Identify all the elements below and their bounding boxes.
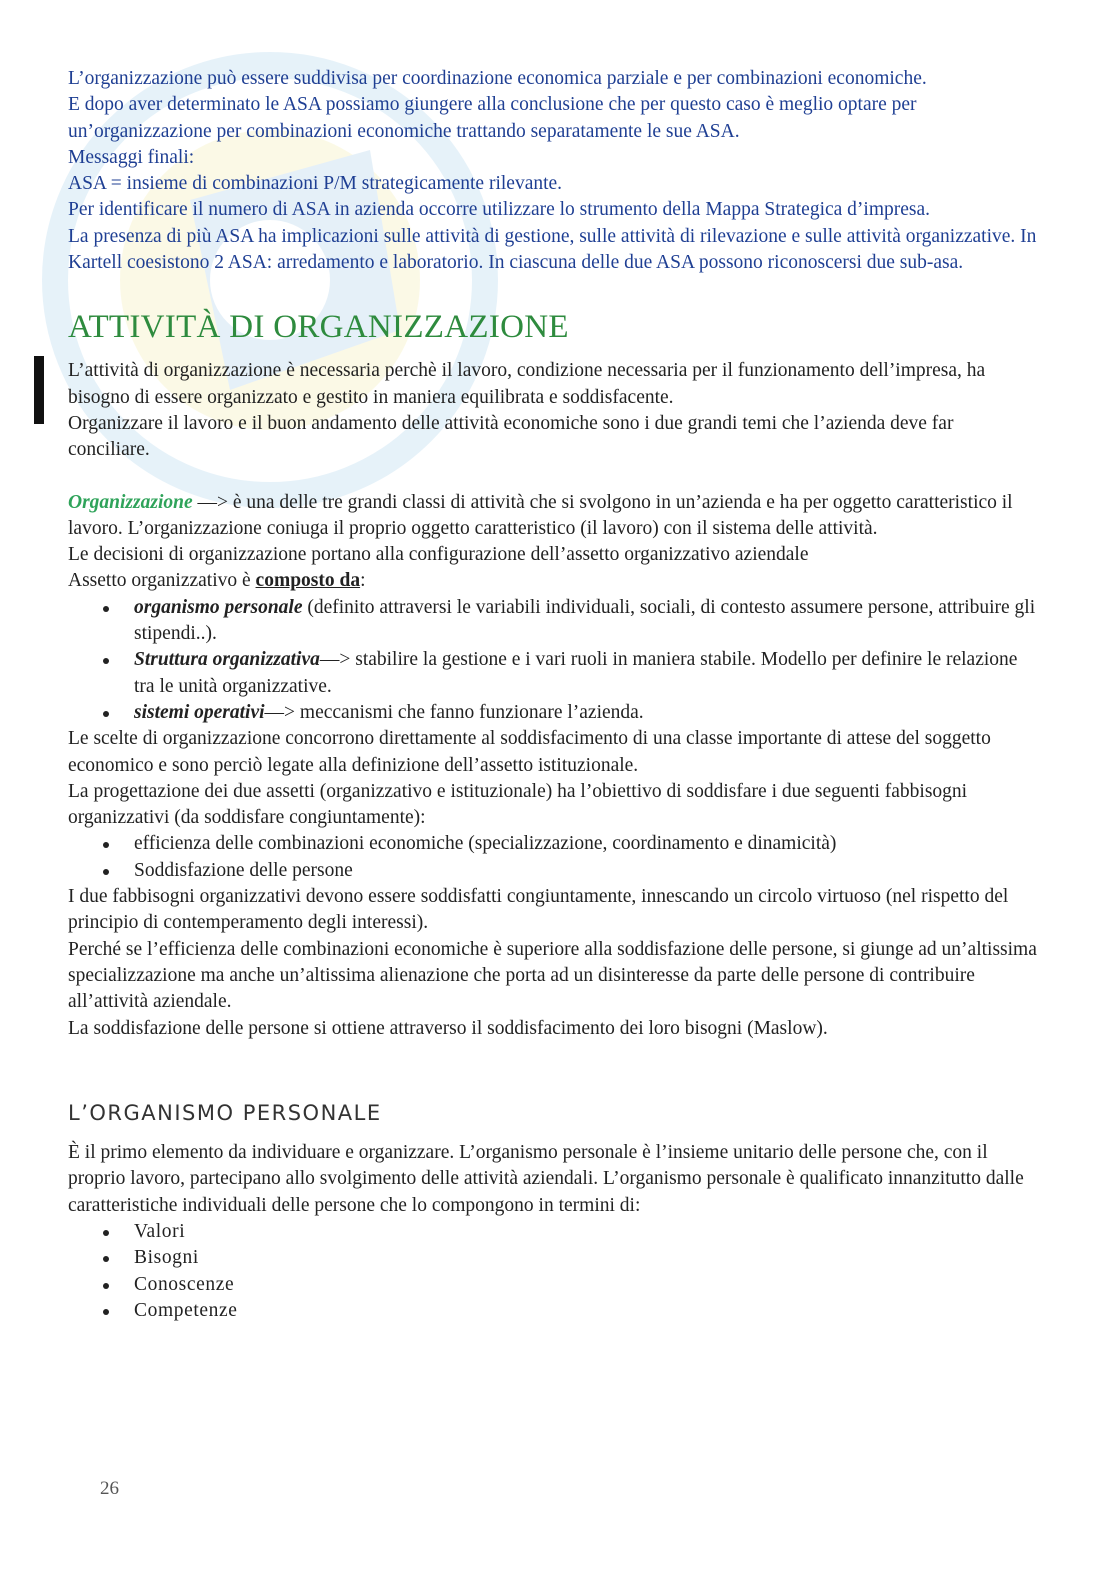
- needs-list: [68, 831, 1038, 884]
- list-item: Conoscenze: [134, 1272, 1038, 1298]
- components-list: [68, 595, 1038, 726]
- intro-paragraph: ASA = insieme di combinazioni P/M strategicamente rilevante.: [68, 173, 563, 195]
- body-paragraph: La soddisfazione delle persone si ottiene attraverso il soddisfacimento dei loro bisogni (Maslow).: [68, 1017, 828, 1039]
- heading-marker-bar: [34, 356, 44, 424]
- intro-block: [68, 66, 1038, 276]
- composed-line: [68, 568, 1038, 594]
- component-term: sistemi operativi: [134, 701, 265, 723]
- body-paragraph: I due fabbisogni organizzativi devono essere soddisfatti congiuntamente, innescando un circolo virtuoso (nel rispetto del principio di contemperamento degli interessi).: [68, 886, 1009, 934]
- opening-paragraph: Organizzare il lavoro e il buon andamento delle attività economiche sono i due grandi temi che l’azienda deve far conciliare.: [68, 412, 954, 461]
- intro-paragraph: L’organizzazione può essere suddivisa per coordinazione economica parziale e per combinazioni economiche.: [68, 68, 927, 89]
- list-item: Competenze: [134, 1298, 1038, 1324]
- definition-term: Organizzazione: [68, 491, 193, 513]
- body-paragraph: Le scelte di organizzazione concorrono direttamente al soddisfacimento di una classe importante di attese del soggetto economico e sono perciò legate alla definizione dell’assetto istituzionale.: [68, 728, 991, 776]
- list-item: [134, 647, 1038, 700]
- intro-paragraph: La presenza di più ASA ha implicazioni sulle attività di gestione, sulle attività di rilevazione e sulle attività organizzative. In Kartell coesistono 2 ASA: arredamento e laboratorio. In ciascuna delle due ASA possono riconoscersi due sub-asa.: [68, 225, 1037, 274]
- intro-paragraph: Messaggi finali:: [68, 146, 195, 168]
- composed-prefix: Assetto organizzativo è: [68, 570, 256, 592]
- component-text: —> meccanismi che fanno funzionare l’azienda.: [264, 701, 644, 723]
- subsection-paragraph: È il primo elemento da individuare e organizzare. L’organismo personale è l’insieme unitario delle persone che, con il proprio lavoro, partecipano allo svolgimento delle attività aziendali. L’organismo personale è qualificato innanzitutto dalle caratteristiche individuali delle persone che lo compongono in termini di:: [68, 1142, 1024, 1216]
- body-paragraph: Perché se l’efficienza delle combinazioni economiche è superiore alla soddisfazione delle persone, si giunge ad un’altissima specializzazione ma anche un’altissima alienazione che porta ad un disinteresse da parte delle persone di contribuire all’attività aziendale.: [68, 938, 1037, 1013]
- list-item: Valori: [134, 1219, 1038, 1245]
- list-item: [134, 595, 1038, 648]
- component-term: organismo personale: [134, 596, 303, 618]
- page-number: 26: [100, 1478, 119, 1499]
- intro-paragraph: Per identificare il numero di ASA in azienda occorre utilizzare lo strumento della Mappa Strategica d’impresa.: [68, 199, 931, 221]
- list-item: [134, 700, 1038, 726]
- component-text: (definito attraversi le variabili individuali, sociali, di contesto assumere persone, attribuire gli stipendi..).: [134, 596, 1036, 645]
- opening-paragraph: L’attività di organizzazione è necessaria perchè il lavoro, condizione necessaria per il funzionamento dell’impresa, ha bisogno di essere organizzato e gestito in maniera equilibrata e soddisfacente.: [68, 360, 986, 408]
- definition-paragraph: [68, 490, 1038, 543]
- definition-text: —> è una delle tre grandi classi di attività che si svolgono in un’azienda e ha per oggetto caratteristico il lavoro. L’organizzazione coniuga il proprio oggetto caratteristico (il lavoro) con il sistema delle attività.: [68, 491, 1013, 539]
- body-paragraph: La progettazione dei due assetti (organizzativo e istituzionale) ha l’obiettivo di soddisfare i due seguenti fabbisogni organizzativi (da soddisfare congiuntamente):: [68, 780, 968, 829]
- composed-suffix: :: [360, 570, 366, 592]
- subsection-heading: L’ORGANISMO PERSONALE: [68, 1100, 382, 1125]
- decisions-paragraph: Le decisioni di organizzazione portano alla configurazione dell’assetto organizzativo aziendale: [68, 544, 809, 566]
- list-item: Bisogni: [134, 1245, 1038, 1271]
- component-term: Struttura organizzativa: [134, 649, 320, 671]
- list-item: Soddisfazione delle persone: [134, 858, 1038, 884]
- composed-label: composto da: [255, 570, 361, 592]
- component-text: —> stabilire la gestione e i vari ruoli in maniera stabile. Modello per definire le relazione tra le unità organizzative.: [134, 649, 1018, 697]
- section-heading: ATTIVITÀ DI ORGANIZZAZIONE: [68, 309, 569, 346]
- document-page: [68, 66, 1038, 1324]
- traits-list: [68, 1219, 1038, 1324]
- intro-paragraph: E dopo aver determinato le ASA possiamo giungere alla conclusione che per questo caso è meglio optare per un’organizzazione per combinazioni economiche trattando separatamente le sue ASA.: [68, 94, 917, 142]
- list-item: efficienza delle combinazioni economiche (specializzazione, coordinamento e dinamicità): [134, 831, 1038, 857]
